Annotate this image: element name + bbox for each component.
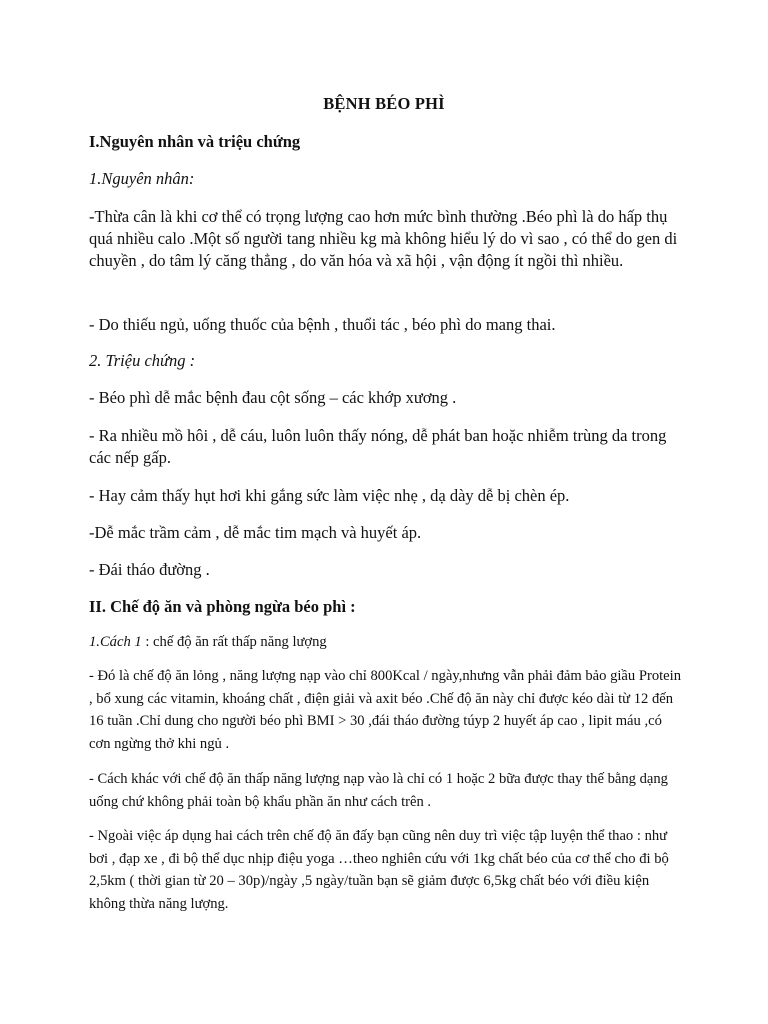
section2-subheading [89, 631, 685, 654]
causes-paragraph-2: - Do thiếu ngủ, uống thuốc của bệnh , thuổi tác , béo phì do mang thai. [89, 315, 556, 334]
section1-subheading-causes: 1.Nguyên nhân: [89, 169, 195, 188]
method-description: : chế độ ăn rất thấp năng lượng [141, 634, 327, 650]
document-title: BỆNH BÉO PHÌ [323, 94, 445, 113]
section1-heading: I.Nguyên nhân và triệu chứng [89, 132, 301, 151]
diet-paragraph: - Ngoài việc áp dụng hai cách trên chế độ ăn đấy bạn cũng nên duy trì việc tập luyện thể thao : như bơi , đạp xe , đi bộ thể dục nhịp điệu yoga …theo nghiên cứu với 1kg chất béo của cơ thể cho đi bộ 2,5km ( thời gian từ 20 – 30p)/ngày ,5 ngày/tuần bạn sẽ giảm được 6,5kg chất béo với điều kiện không thừa năng lượng. [89, 828, 669, 912]
method-label: 1.Cách 1 [89, 634, 142, 650]
causes-paragraph: -Thừa cân là khi cơ thể có trọng lượng cao hơn mức bình thường .Béo phì là do hấp thụ quá nhiều calo .Một số người tang nhiều kg mà không hiểu lý do vì sao , có thể do gen di chuyền , do tâm lý căng thẳng , do văn hóa và xã hội , vận động ít ngồi thì nhiều. [89, 207, 678, 270]
diet-paragraph: - Cách khác với chế độ ăn thấp năng lượng nạp vào là chỉ có 1 hoặc 2 bữa được thay thế bằng dạng uống chứ không phải toàn bộ khẩu phần ăn như cách trên . [89, 771, 668, 810]
symptom-item: - Béo phì dễ mắc bệnh đau cột sống – các khớp xương . [89, 388, 457, 407]
symptom-item: - Đái tháo đường . [89, 560, 210, 579]
diet-paragraph: - Đó là chế độ ăn lỏng , năng lượng nạp vào chỉ 800Kcal / ngày,nhưng vẫn phải đảm bảo giầu Protein , bổ xung các vitamin, khoáng chất , điện giải và axit béo .Chế độ ăn này chỉ được kéo dài từ 12 đến 16 tuần .Chỉ dung cho người béo phì BMI > 30 ,đái tháo đường túyp 2 huyết áp cao , lipit máu ,có cơn ngừng thở khi ngủ . [89, 668, 682, 752]
section1-subheading-symptoms: 2. Triệu chứng : [89, 351, 196, 370]
symptom-item: - Hay cảm thấy hụt hơi khi gắng sức làm việc nhẹ , dạ dày dễ bị chèn ép. [89, 486, 570, 505]
symptom-item: - Ra nhiều mồ hôi , dễ cáu, luôn luôn thấy nóng, dễ phát ban hoặc nhiễm trùng da trong các nếp gấp. [89, 426, 667, 467]
section2-heading: II. Chế độ ăn và phòng ngừa béo phì : [89, 597, 356, 616]
symptom-item: -Dễ mắc trầm cảm , dễ mắc tim mạch và huyết áp. [89, 523, 422, 542]
